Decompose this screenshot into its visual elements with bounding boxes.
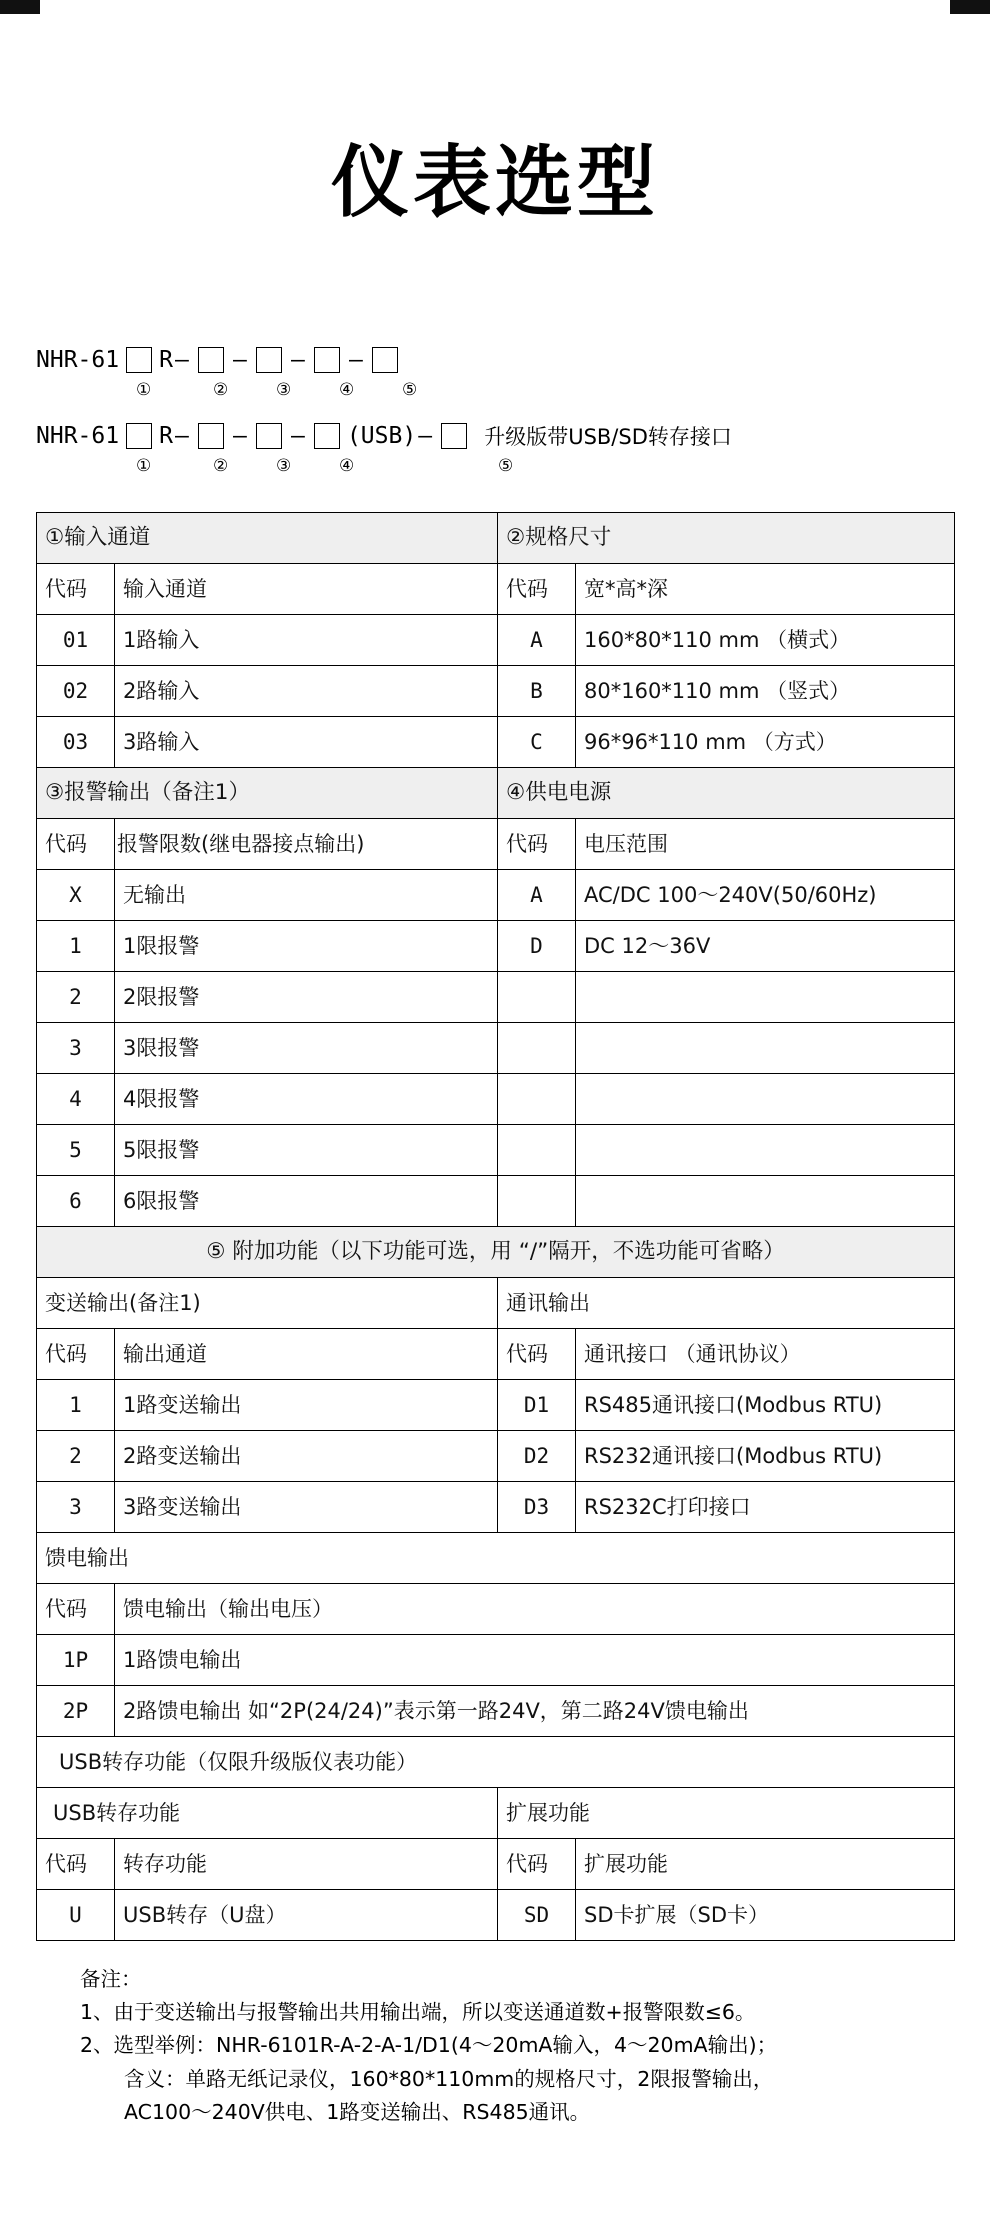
desc-ext-sd: SD卡扩展（SD卡） (576, 1890, 955, 1941)
code-power-a: A (498, 870, 576, 921)
model-box-1-2 (198, 347, 224, 373)
model-mark-1-3: ③ (276, 380, 292, 400)
desc-power-a: AC/DC 100～240V(50/60Hz) (576, 870, 955, 921)
model-box-1-3 (256, 347, 282, 373)
code-comm-d3: D3 (498, 1482, 576, 1533)
section-header-power-supply: ④供电电源 (498, 768, 955, 819)
table-row (37, 921, 955, 972)
code-alarm-5: 5 (37, 1125, 115, 1176)
code-alarm-2: 2 (37, 972, 115, 1023)
col-header-output-channel: 输出通道 (115, 1329, 498, 1380)
model-box-2-4 (314, 423, 340, 449)
model-mark-1-2: ② (213, 380, 229, 400)
model-mid-1: R (159, 347, 173, 373)
model-mark-2-3: ③ (276, 456, 292, 476)
model-dash-1-2: – (233, 347, 247, 373)
desc-input-02: 2路输入 (115, 666, 498, 717)
subsection-comm-output-title: 通讯输出 (498, 1278, 955, 1329)
model-box-2-1 (126, 423, 152, 449)
code-alarm-6: 6 (37, 1176, 115, 1227)
table-row (37, 1227, 955, 1278)
spacer-power-5 (498, 1074, 576, 1125)
col-header-code-6: 代码 (498, 1329, 576, 1380)
col-header-code-1: 代码 (37, 564, 115, 615)
table-row (37, 1125, 955, 1176)
spacer-power-4 (576, 1023, 955, 1074)
table-row (37, 1635, 955, 1686)
col-header-code-2: 代码 (498, 564, 576, 615)
desc-input-03: 3路输入 (115, 717, 498, 768)
section-header-input-channel: ①输入通道 (37, 513, 498, 564)
table-row (37, 666, 955, 717)
code-alarm-x: X (37, 870, 115, 921)
table-row (37, 870, 955, 921)
table-row (37, 1329, 955, 1380)
table-row (37, 819, 955, 870)
code-input-02: 02 (37, 666, 115, 717)
code-feed-2p: 2P (37, 1686, 115, 1737)
col-header-input-channel: 输入通道 (115, 564, 498, 615)
code-transmit-3: 3 (37, 1482, 115, 1533)
desc-comm-d2: RS232通讯接口(Modbus RTU) (576, 1431, 955, 1482)
desc-transmit-1: 1路变送输出 (115, 1380, 498, 1431)
spec-table (36, 512, 955, 1941)
desc-usb-u: USB转存（U盘） (115, 1890, 498, 1941)
top-bar (0, 0, 990, 14)
code-input-03: 03 (37, 717, 115, 768)
notes-line-1: 1、由于变送输出与报警输出共用输出端，所以变送通道数+报警限数≤6。 (80, 2000, 756, 2025)
desc-feed-2p: 2路馈电输出 如“2P(24/24)”表示第一路24V，第二路24V馈电输出 (115, 1686, 955, 1737)
col-header-voltage-range: 电压范围 (576, 819, 955, 870)
col-header-code-8: 代码 (37, 1839, 115, 1890)
desc-feed-1p: 1路馈电输出 (115, 1635, 955, 1686)
model-usb-label: (USB) (346, 423, 417, 449)
code-ext-sd: SD (498, 1890, 576, 1941)
model-code-line-2 (36, 416, 990, 456)
code-power-d: D (498, 921, 576, 972)
col-header-code-3: 代码 (37, 819, 115, 870)
code-dim-c: C (498, 717, 576, 768)
desc-dim-a: 160*80*110 mm （横式） (576, 615, 955, 666)
model-dash-2-2: – (233, 423, 247, 449)
spacer-power-9 (498, 1176, 576, 1227)
table-row (37, 1176, 955, 1227)
model-dash-1-4: – (349, 347, 363, 373)
col-header-code-7: 代码 (37, 1584, 115, 1635)
subsection-ext-title: 扩展功能 (498, 1788, 955, 1839)
section-header-alarm-output: ③报警输出（备注1） (37, 768, 498, 819)
table-row (37, 1380, 955, 1431)
notes-line-2: 2、选型举例：NHR-6101R-A-2-A-1/D1(4～20mA输入，4～20mA输出)； (80, 2033, 778, 2058)
code-usb-u: U (37, 1890, 115, 1941)
model-code-block (0, 340, 990, 486)
model-mark-1-1: ① (136, 380, 152, 400)
code-alarm-1: 1 (37, 921, 115, 972)
desc-alarm-6: 6限报警 (115, 1176, 498, 1227)
table-row (37, 1023, 955, 1074)
model-box-2-5 (441, 423, 467, 449)
page-title: 仪表选型 (330, 138, 659, 228)
model-prefix-2: NHR-61 (36, 423, 120, 449)
desc-alarm-2: 2限报警 (115, 972, 498, 1023)
col-header-extension-function: 扩展功能 (576, 1839, 955, 1890)
table-row (37, 1533, 955, 1584)
model-code-line-1 (36, 340, 990, 380)
table-row (37, 1686, 955, 1737)
desc-alarm-5: 5限报警 (115, 1125, 498, 1176)
model-dash-1-1: – (175, 347, 189, 373)
model-mark-2-1: ① (136, 456, 152, 476)
desc-comm-d3: RS232C打印接口 (576, 1482, 955, 1533)
model-marks-line-2 (36, 456, 990, 486)
desc-transmit-3: 3路变送输出 (115, 1482, 498, 1533)
col-header-transfer-function: 转存功能 (115, 1839, 498, 1890)
code-transmit-2: 2 (37, 1431, 115, 1482)
desc-comm-d1: RS485通讯接口(Modbus RTU) (576, 1380, 955, 1431)
notes-title: 备注： (80, 1967, 142, 1991)
table-row (37, 717, 955, 768)
code-input-01: 01 (37, 615, 115, 666)
top-left-marker (0, 0, 40, 14)
col-header-code-4: 代码 (498, 819, 576, 870)
table-row (37, 513, 955, 564)
model-mark-1-5: ⑤ (402, 380, 418, 400)
model-mark-2-5: ⑤ (498, 456, 514, 476)
model-dash-2-3: – (291, 423, 305, 449)
model-box-2-3 (256, 423, 282, 449)
model-mark-1-4: ④ (339, 380, 355, 400)
model-prefix-1: NHR-61 (36, 347, 120, 373)
section-header-additional-function: ⑤ 附加功能（以下功能可选，用 “/”隔开，不选功能可省略） (37, 1227, 955, 1278)
code-feed-1p: 1P (37, 1635, 115, 1686)
table-row (37, 768, 955, 819)
spec-table-wrap (36, 512, 954, 1941)
model-box-1-1 (126, 347, 152, 373)
subsection-feed-output-title: 馈电输出 (37, 1533, 955, 1584)
table-row (37, 1074, 955, 1125)
model-mark-2-2: ② (213, 456, 229, 476)
code-alarm-3: 3 (37, 1023, 115, 1074)
model-box-1-5 (372, 347, 398, 373)
spacer-power-8 (576, 1125, 955, 1176)
spacer-power-2 (576, 972, 955, 1023)
model-box-2-2 (198, 423, 224, 449)
table-row (37, 972, 955, 1023)
model-mid-2: R (159, 423, 173, 449)
spacer-power-1 (498, 972, 576, 1023)
col-header-alarm-limit: 报警限数(继电器接点输出) (115, 819, 498, 870)
subsection-transmit-output-title: 变送输出(备注1) (37, 1278, 498, 1329)
table-row (37, 564, 955, 615)
notes-line-3: 含义：单路无纸记录仪，160*80*110mm的规格尺寸，2限报警输出， (124, 2066, 774, 2091)
code-transmit-1: 1 (37, 1380, 115, 1431)
desc-dim-c: 96*96*110 mm （方式） (576, 717, 955, 768)
col-header-dimension: 宽*高*深 (576, 564, 955, 615)
table-row (37, 1737, 955, 1788)
desc-transmit-2: 2路变送输出 (115, 1431, 498, 1482)
spacer-power-10 (576, 1176, 955, 1227)
model-dash-2-4: – (418, 423, 433, 449)
model-dash-2-1: – (175, 423, 189, 449)
col-header-code-5: 代码 (37, 1329, 115, 1380)
desc-alarm-3: 3限报警 (115, 1023, 498, 1074)
code-alarm-4: 4 (37, 1074, 115, 1125)
table-row (37, 615, 955, 666)
model-dash-1-3: – (291, 347, 305, 373)
section-header-dimensions: ②规格尺寸 (498, 513, 955, 564)
model-usb-note: 升级版带USB/SD转存接口 (484, 425, 732, 449)
code-comm-d2: D2 (498, 1431, 576, 1482)
table-row (37, 1278, 955, 1329)
model-marks-line-1 (36, 380, 990, 410)
top-right-marker (950, 0, 990, 14)
spacer-power-7 (498, 1125, 576, 1176)
col-header-feed-output: 馈电输出（输出电压） (115, 1584, 955, 1635)
notes-block (36, 1963, 954, 2129)
col-header-comm-interface: 通讯接口 （通讯协议） (576, 1329, 955, 1380)
table-row (37, 1788, 955, 1839)
table-row (37, 1890, 955, 1941)
subsection-usb-title: USB转存功能 (37, 1788, 498, 1839)
model-box-1-4 (314, 347, 340, 373)
desc-dim-b: 80*160*110 mm （竖式） (576, 666, 955, 717)
section-header-usb-transfer: USB转存功能（仅限升级版仪表功能） (37, 1737, 955, 1788)
desc-input-01: 1路输入 (115, 615, 498, 666)
desc-alarm-4: 4限报警 (115, 1074, 498, 1125)
spacer-power-6 (576, 1074, 955, 1125)
desc-power-d: DC 12～36V (576, 921, 955, 972)
notes-line-4: AC100～240V供电、1路变送输出、RS485通讯。 (124, 2099, 591, 2124)
col-header-code-9: 代码 (498, 1839, 576, 1890)
desc-alarm-1: 1限报警 (115, 921, 498, 972)
model-mark-2-4: ④ (339, 456, 355, 476)
table-row (37, 1839, 955, 1890)
table-row (37, 1584, 955, 1635)
code-dim-a: A (498, 615, 576, 666)
desc-alarm-x: 无输出 (115, 870, 498, 921)
code-dim-b: B (498, 666, 576, 717)
table-row (37, 1482, 955, 1533)
code-comm-d1: D1 (498, 1380, 576, 1431)
table-row (37, 1431, 955, 1482)
spacer-power-3 (498, 1023, 576, 1074)
